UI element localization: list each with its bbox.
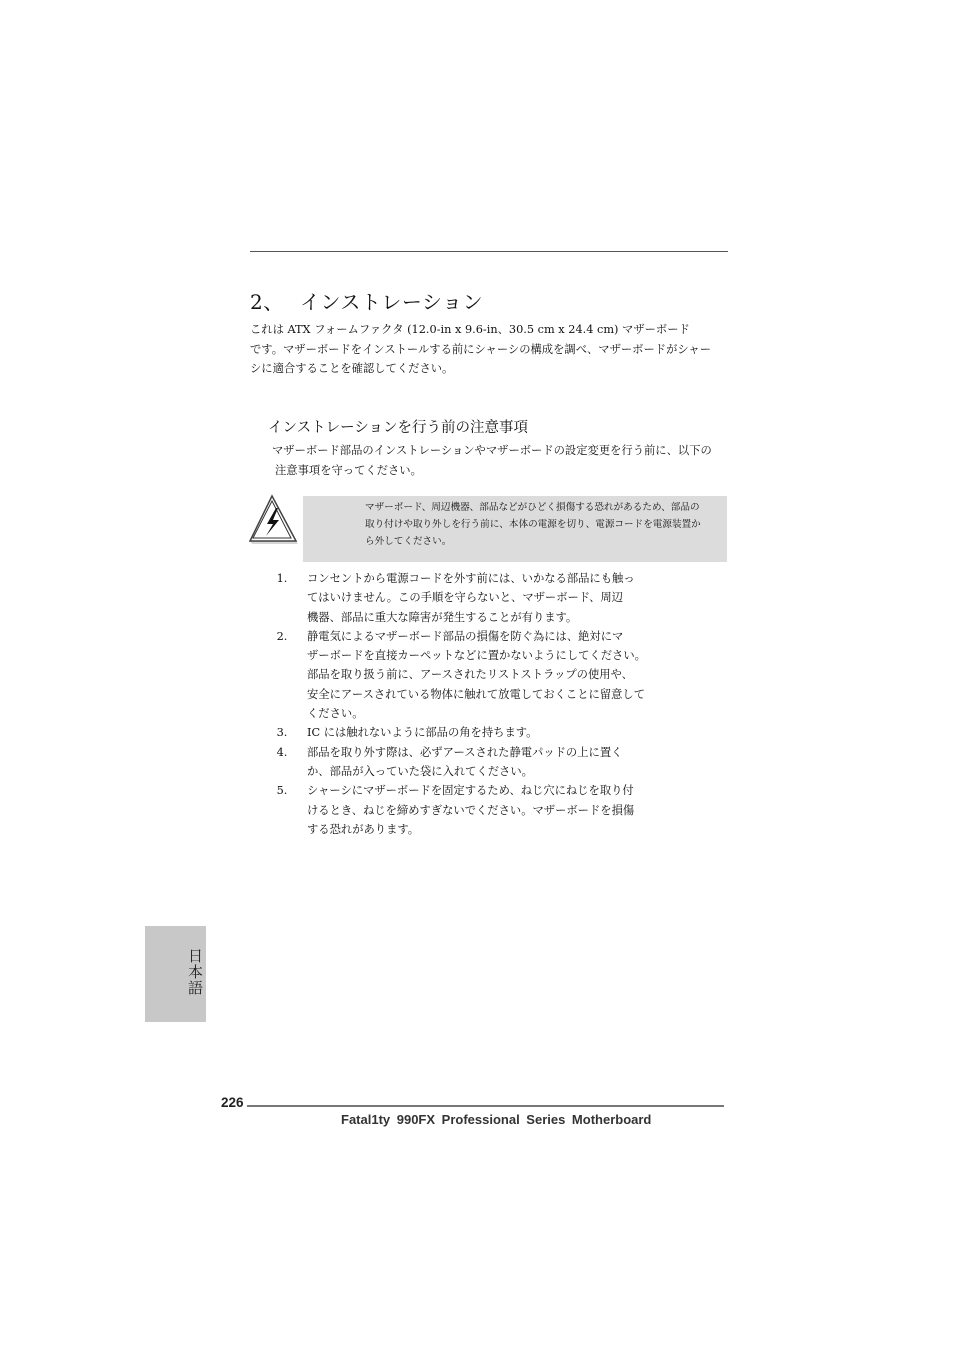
list-item [262,627,682,723]
intro-line: シに適合することを確認してください。 [250,362,454,375]
warning-box [303,496,727,562]
section-heading [250,286,483,315]
warning-line: ら外してください。 [365,536,452,547]
step-number: 3. [276,726,288,740]
step-line: 安全にアースされている物体に触れて放電しておくことに留意して [307,687,646,701]
warning-line: マザーボード、周辺機器、部品などがひどく損傷する恐れがあるため、部品の [365,502,700,513]
language-tab [145,926,206,1022]
step-number: 2. [276,629,288,643]
step-line: か、部品が入っていた袋に入れてください。 [307,764,533,778]
list-item [262,569,682,627]
precautions-intro [272,441,712,480]
warning-lightning-icon [249,494,299,546]
step-line: 機器、部品に重大な障害が発生することが有ります。 [307,610,578,624]
step-line: 部品を取り外す際は、必ずアースされた静電パッドの上に置く [307,745,623,759]
precaution-steps [262,569,682,839]
step-line: ください。 [307,707,364,721]
step-line: てはいけません。この手順を守らないと、マザーボード、周辺 [307,591,623,605]
section-title: インストレーション [300,290,484,314]
section-number: 2、 [250,290,284,314]
precautions-intro-line: 注意事項を守ってください。 [275,463,422,477]
intro-line: これは ATX フォームファクタ (12.0-in x 9.6-in、30.5 cm x 24.4 cm) マザーボード [250,323,690,336]
intro-paragraph [250,320,726,379]
intro-line: です。マザーボードをインストールする前にシャーシの構成を調べ、マザーボードがシャー [250,342,712,356]
list-item [262,781,682,839]
step-line: けるとき、ねじを締めすぎないでください。マザーボードを損傷 [307,803,635,817]
language-tab-label: 日本語 [186,948,204,996]
step-line: 静電気によるマザーボード部品の損傷を防ぐ為には、絶対にマ [307,629,624,643]
step-line: する恐れがあります。 [307,822,420,836]
step-line: IC には触れないように部品の角を持ちます。 [307,726,538,740]
step-number: 5. [276,784,288,798]
step-number: 1. [276,572,288,585]
step-line: コンセントから電源コードを外す前には、いかなる部品にも触っ [307,572,635,585]
footer-divider [247,1105,724,1107]
step-line: シャーシにマザーボードを固定するため、ねじ穴にねじを取り付 [307,784,634,798]
list-item [262,743,682,782]
warning-text [365,499,727,550]
step-line: 部品を取り扱う前に、アースされたリストストラップの使用や、 [307,668,633,682]
page-number: 226 [221,1095,244,1110]
footer-title: Fatal1ty 990FX Professional Series Motherboard [341,1112,652,1127]
warning-line: 取り付けや取り外しを行う前に、本体の電源を切り、電源コードを電源装置か [365,519,701,530]
precautions-heading: インストレーションを行う前の注意事項 [268,420,528,436]
step-number: 4. [276,745,288,759]
list-item [262,723,682,742]
top-divider [250,251,728,252]
step-line: ザーボードを直接カーペットなどに置かないようにしてください。 [307,649,646,663]
precautions-intro-line: マザーボード部品のインストレーションやマザーボードの設定変更を行う前に、以下の [272,444,712,457]
